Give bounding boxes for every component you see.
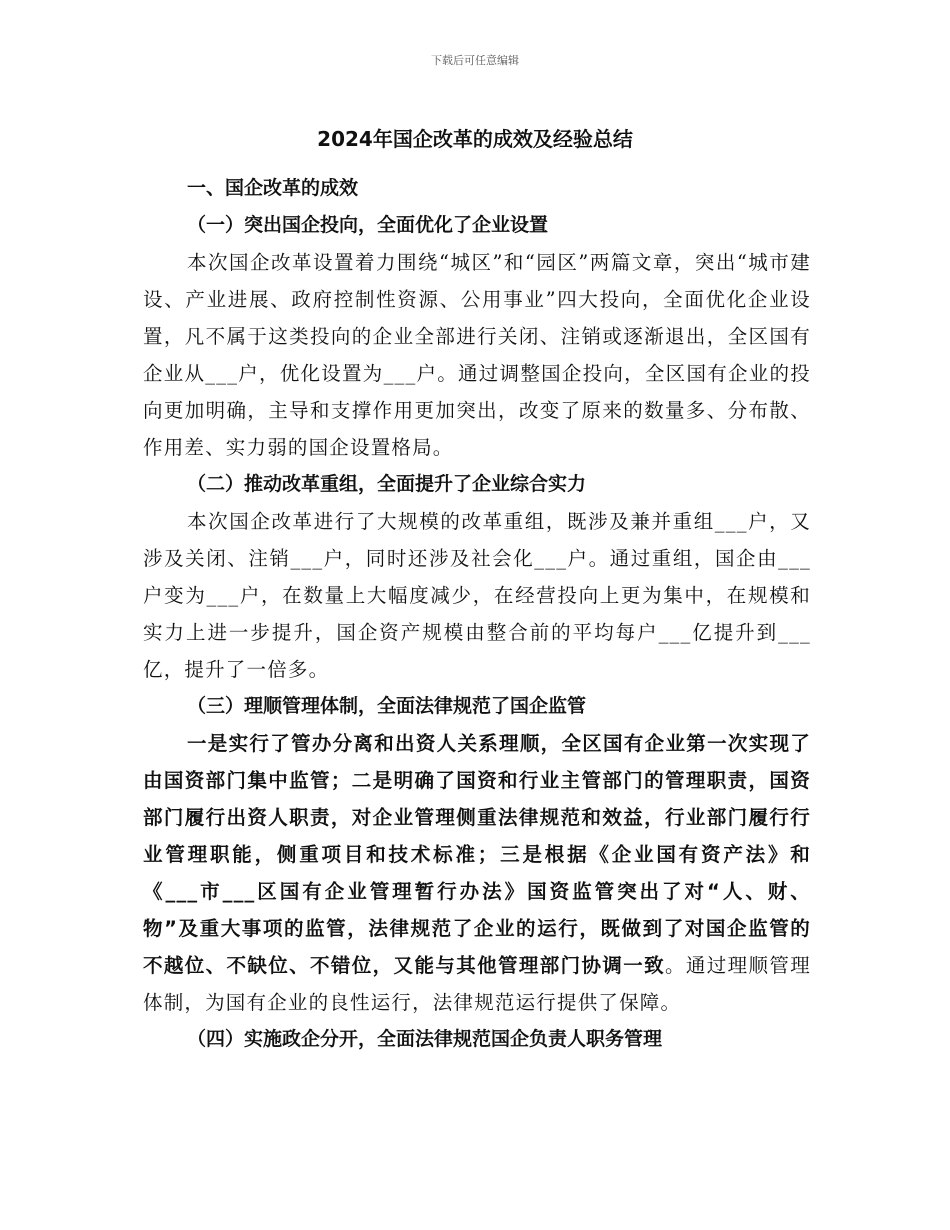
subsection-heading-1: （一）突出国企投向，全面优化了企业设置 xyxy=(187,214,549,236)
document-title: 2024年国企改革的成效及经验总结 xyxy=(317,127,633,151)
paragraph-3 xyxy=(143,725,811,1021)
subsection-heading-2: （二）推动改革重组，全面提升了企业综合实力 xyxy=(187,473,587,495)
page-header-watermark: 下载后可任意编辑 xyxy=(431,54,519,67)
paragraph-2: 本次国企改革进行了大规模的改革重组，既涉及兼并重组___户，又涉及关闭、注销___户，同时还涉及社会化___户。通过重组，国企由___户变为___户，在数量上大幅度减少，在经营投向上更为集中，在规模和实力上进一步提升，国企资产规模由整合前的平均每户___亿提升到___亿，提升了一倍多。 xyxy=(143,510,811,681)
subsection-heading-4: （四）实施政企分开，全面法律规范国企负责人职务管理 xyxy=(187,1028,663,1050)
document-body xyxy=(143,170,811,1058)
subsection-heading-3: （三）理顺管理体制，全面法律规范了国企监管 xyxy=(187,695,587,717)
section-heading-1: 一、国企改革的成效 xyxy=(187,177,359,199)
paragraph-3-rest-text: 。通过理顺管理体制，为国有企业的良性运行，法律规范运行提供了保障。 xyxy=(143,954,811,1014)
paragraph-3-bold-text: 一是实行了管办分离和出资人关系理顺，全区国有企业第一次实现了由国资部门集中监管；二是明确了国资和行业主管部门的管理职责，国资部门履行出资人职责，对企业管理侧重法律规范和效益，行业部门履行行业管理职能，侧重项目和技术标准；三是根据《企业国有资产法》和《___市___区国有企业管理暂行办法》国资监管突出了对“人、财、物”及重大事项的监管，法律规范了企业的运行，既做到了对国企监管的不越位、不缺位、不错位，又能与其他管理部门协调一致 xyxy=(143,732,811,977)
paragraph-1: 本次国企改革设置着力围绕“城区”和“园区”两篇文章，突出“城市建设、产业进展、政府控制性资源、公用事业”四大投向，全面优化企业设置，凡不属于这类投向的企业全部进行关闭、注销或逐渐退出，全区国有企业从___户，优化设置为___户。通过调整国企投向，全区国有企业的投向更加明确，主导和支撑作用更加突出，改变了原来的数量多、分布散、作用差、实力弱的国企设置格局。 xyxy=(143,251,811,459)
